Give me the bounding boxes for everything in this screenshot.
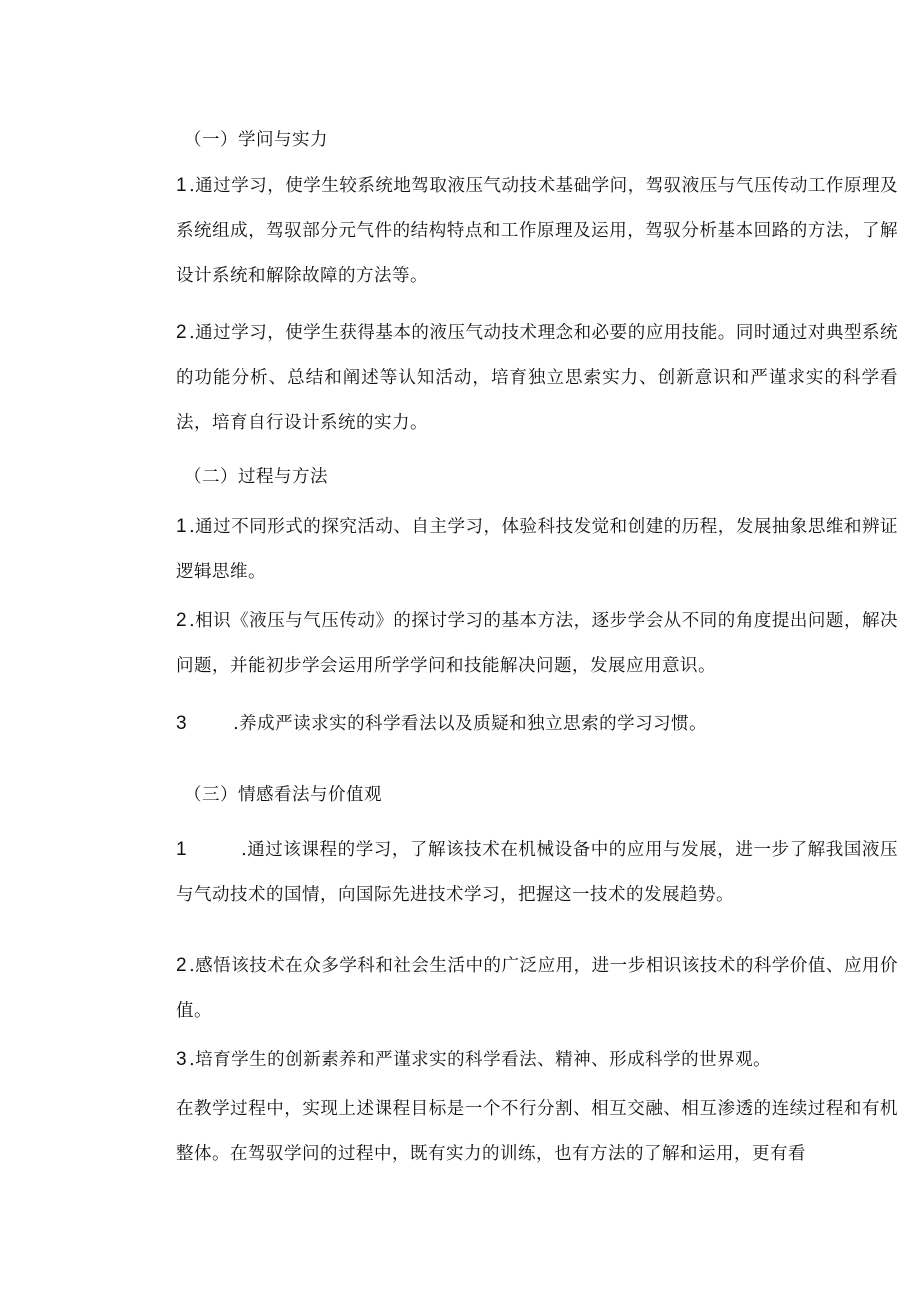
closing-paragraph: 在教学过程中，实现上述课程目标是一个不行分割、相互交融、相互渗透的连续过程和有机整体。在驾驭学问的过程中，既有实力的训练，也有方法的了解和运用，更有看 [176, 1099, 898, 1164]
list-item [128, 504, 898, 595]
list-item [128, 943, 898, 1034]
list-item [128, 1037, 898, 1083]
item-text: .培育学生的创新素养和严谨求实的科学看法、精神、形成科学的世界观。 [189, 1050, 772, 1070]
section-heading-process: （二）过程与方法 [184, 467, 328, 487]
item-text: .养成严读求实的科学看法以及质疑和独立思索的学习习惯。 [233, 714, 708, 734]
item-text: .通过学习，使学生获得基本的液压气动技术理念和必要的应用技能。同时通过对典型系统的功能分析、总结和阐述等认知活动，培育独立思索实力、创新意识和严谨求实的科学看法，培育自行设计系统的实力。 [176, 323, 898, 433]
list-item [128, 163, 898, 299]
item-text: .通过该课程的学习，了解该技术在机械设备中的应用与发展，进一步了解我国液压与气动技术的国情，向国际先进技术学习，把握这一技术的发展趋势。 [176, 840, 898, 905]
item-number: 2 [176, 322, 188, 343]
item-text: .感悟该技术在众多学科和社会生活中的广泛应用，进一步相识该技术的科学价值、应用价值。 [176, 956, 898, 1021]
list-item [128, 598, 898, 689]
item-number: 1 [176, 175, 188, 196]
section-heading-knowledge: （一）学问与实力 [184, 130, 328, 150]
list-item [128, 310, 898, 446]
item-number: 2 [176, 955, 188, 976]
item-number: 3 [176, 713, 188, 734]
list-item [128, 701, 898, 747]
section-heading-values: （三）情感看法与价值观 [184, 785, 382, 805]
item-number: 3 [176, 1049, 188, 1070]
item-number: 1 [176, 516, 188, 537]
list-item [128, 827, 898, 918]
item-number: 2 [176, 610, 188, 631]
item-text: .通过不同形式的探究活动、自主学习，体验科技发觉和创建的历程，发展抽象思维和辨证逻辑思维。 [176, 517, 898, 582]
item-text: .通过学习，使学生较系统地驾取液压气动技术基础学问，驾驭液压与气压传动工作原理及系统组成，驾驭部分元气件的结构特点和工作原理及运用，驾驭分析基本回路的方法，了解设计系统和解除故障的方法等。 [176, 176, 898, 286]
item-text: .相识《液压与气压传动》的探讨学习的基本方法，逐步学会从不同的角度提出问题，解决问题，并能初步学会运用所学学问和技能解决问题，发展应用意识。 [176, 611, 898, 676]
item-number: 1 [176, 839, 188, 860]
